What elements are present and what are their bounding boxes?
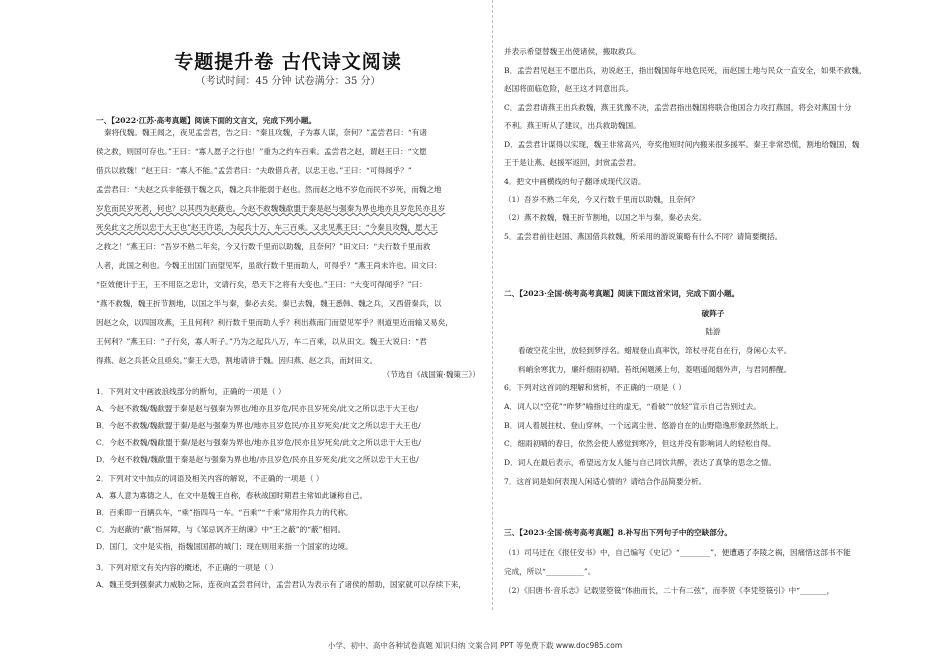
passage-line: “臣效便计于王，王不用臣之忠计，文请行矣，恐天下之将有大变也。”王曰：“大变可得闻乎？”曰： bbox=[96, 280, 427, 289]
poem-line: 看破空花尘世，放轻到梦浮名。蜡屐登山真率饮，筇杖寻花自在行，身闲心太平。 bbox=[518, 346, 792, 355]
passage-source: （节选自《战国策·魏策三》） bbox=[382, 370, 480, 379]
option-b: B．词人着展拄杖、登山穿林，一个远离尘世、悠游自在的山野隐逸形象跃然纸上。 bbox=[504, 421, 783, 430]
fill-item: （2）《旧唐书·音乐志》记载竖箜篌“体曲而长，二十有二弦”，而李贺《李凭箜篌引》中“_______， bbox=[504, 586, 835, 595]
poem-line: 料峭余寒犹力，廉纤细雨初晴。苔纸闲题溪上句，菱唱遥闻烟外声，与君同醉醒。 bbox=[518, 365, 792, 374]
option-b-continued: 赵国将面临危险，赵王这才同意出兵。 bbox=[504, 84, 634, 93]
question-7: 7．这首词是如何表现人闲适心情的？请结合作品简要分析。 bbox=[504, 477, 707, 486]
option-c: C．为赵蔽的“蔽”指屏障，与《邹忌讽齐王纳谏》中“王之蔽”的“蔽”相同。 bbox=[96, 525, 346, 534]
option-c-continued: 不利。燕王听从了建议，出兵救助魏国。 bbox=[504, 121, 641, 130]
option-c: C．孟尝君请燕王出兵救魏，燕王犹豫不决，孟尝君指出魏国将联合他国合力攻打燕国，将会对燕国十分 bbox=[504, 103, 852, 112]
option-a: A．今赵不救魏/魏歃盟于秦是赵与强秦为界也/地亦且岁危/民亦且岁死矣/此文之所以忠于大王也/ bbox=[96, 404, 419, 413]
passage-line: 王何利？”燕王曰：“子行矣，寡人听子。”乃为之起兵八万，车二百乘，以从田文。魏王大说曰：“君 bbox=[96, 337, 427, 346]
question-4: 4．把文中画横线的句子翻译成现代汉语。 bbox=[504, 177, 646, 186]
poem-title: 破阵子 bbox=[701, 309, 725, 318]
option-d: D．今赵不救魏/魏歃盟于秦是赵与强秦为界也地/亦且岁危/民亦且岁死矣/此文之所以忠于大王也/ bbox=[96, 455, 419, 464]
section-one-heading: 一、【2022·江苏·高考真题】阅读下面的文言文，完成下列小题。 bbox=[96, 116, 317, 125]
page-footer: 小学、初中、高中各种试卷真题 知识归纳 文案合同 PPT 等免费下载 www.doc985.com bbox=[327, 641, 623, 650]
question-4-item: （1）吾岁不熟二年矣，今又行数千里而以助魏，且奈何？ bbox=[504, 195, 699, 204]
option-a: A．词人以“空花”“昨梦”喻指过往的虚无，“看破”“放轻”宣示自己告别过去。 bbox=[504, 402, 761, 411]
option-d: D．词人在最后表示，希望远方友人能与自己同饮共醉，表达了真挚的思念之情。 bbox=[504, 458, 776, 467]
option-d: D．孟尝君计谋得以实现，魏王非常高兴，夸奖他短时间内搬来很多援军。秦王非常恐慌，割地给魏国，魏 bbox=[504, 140, 860, 149]
passage-line: 之救之！”燕王曰：“吾岁不熟二年矣，今又行数千里而以助魏，且奈何？”田文曰：“夫行数千里而救 bbox=[96, 242, 431, 251]
section-two-heading: 二、【2023·全国·统考高考真题】阅读下面这首宋词，完成下面小题。 bbox=[504, 289, 740, 298]
passage-line: 秦将伐魏。魏王闻之，夜见孟尝君，告之曰：“秦且攻魏，子为寡人谋，奈何？”孟尝君曰：“有诸 bbox=[104, 128, 427, 137]
fill-item: （1）司马迁在《报任安书》中，自己编写《史记》“________”，便遭遇了李陵之祸，因痛惜这部书不能 bbox=[504, 548, 851, 557]
passage-line: 得燕、赵之兵甚众且亟矣。”秦王大恐，割地请讲于魏。因归燕、赵之兵，而封田文。 bbox=[96, 356, 378, 365]
question-2: 2．下列对文中加点的词语及相关内容的解说，不正确的一项是（ ） bbox=[96, 474, 324, 483]
question-1: 1．下列对文中画波浪线部分的断句，正确的一项是（ ） bbox=[96, 387, 286, 396]
option-d-continued: 王于是让燕、赵援军返回，封赏孟尝君。 bbox=[504, 158, 641, 167]
passage-line: 孟尝君曰：“夫赵之兵非能强于魏之兵，魏之兵非能弱于赵也。然而赵之地不岁危而民不岁死，而魏之地 bbox=[96, 185, 442, 194]
poem-author: 陆游 bbox=[705, 327, 721, 336]
left-column bbox=[96, 0, 480, 672]
right-column bbox=[504, 0, 922, 672]
page-title: 专题提升卷 古代诗文阅读 bbox=[174, 51, 402, 73]
option-a: A．魏王受到强秦武力威胁之际，连夜向孟尝君问计，孟尝君认为表示有了诸侯的帮助，国家就可以存续下来， bbox=[96, 580, 466, 589]
option-c: C．细雨初晴的春日，依然会使人感觉到寒冷，但这并没有影响词人的轻松自得。 bbox=[504, 439, 776, 448]
option-b: B．孟尝君见赵王不愿出兵，劝说赵王，指出魏国每年地危民死，而赵国土地与民众一直安全，如果不救魏， bbox=[504, 66, 867, 75]
fill-item-continued: 完成，所以“__________”。 bbox=[504, 567, 596, 576]
passage-line: 死矣此文之所以忠于大王也”赵王许诺，为起兵十万、车三百乘。又北见燕王曰：“今秦且攻魏，愿大王 bbox=[96, 223, 438, 232]
passage-line: 借兵以救魏！”赵王曰：“寡人不能。”孟尝君曰：“夫敢借兵者，以忠王也。”王曰：“可得闻乎？” bbox=[96, 166, 412, 175]
option-a: A．寡人意为寡德之人，在文中是魏王自称，春秋战国时期君主常如此谦称自己。 bbox=[96, 491, 368, 500]
option-d: D．国门，文中是实指，指魏国国都的城门；现在则用来指一个国家的边境。 bbox=[96, 542, 353, 551]
option-c: C．今赵不救魏/魏歃盟于秦/是赵与强秦为界也/地亦且岁危/民亦且岁死矣/此文之所以忠于大王也/ bbox=[96, 438, 421, 447]
passage-line: 人者，此国之利也。今魏王出国门而望见军，虽欲行数千里而助人，可得乎？”燕王尚未许也。田文曰： bbox=[96, 261, 442, 270]
question-6: 6．下列对这首词的理解和赏析，不正确的一项是（ ） bbox=[504, 383, 686, 392]
option-b: B．百乘即一百辆兵车，“乘”指四马一车。“百乘”“千乘”常用作兵力的代称。 bbox=[96, 508, 353, 517]
passage-line: 因赵之众，以四国攻燕，王且何利？利行数千里而助人乎？利出燕南门而望见军乎？则道里近而输又易矣， bbox=[96, 318, 453, 327]
question-4-item: （2）燕不救魏，魏王折节割地，以国之半与秦，秦必去矣。 bbox=[504, 213, 707, 222]
column-divider bbox=[492, 0, 493, 610]
option-a-continued: 并表示希望替魏王出使诸侯，搬取救兵。 bbox=[504, 47, 641, 56]
section-three-heading: 三、【2023·全国·统考高考真题】8.补写出下列句子中的空缺部分。 bbox=[504, 528, 732, 537]
passage-line: “燕不救魏，魏王折节割地，以国之半与秦，秦必去矣。秦已去魏，魏王悉韩、魏之兵，又西借秦兵，以 bbox=[96, 299, 442, 308]
question-5: 5．孟尝君前往赵国、燕国借兵救魏，所采用的游说策略有什么不同？请简要概括。 bbox=[504, 232, 783, 241]
option-b: B．今赵不救魏/魏歃盟于秦/是赵与强秦为界也/地亦且岁危民/亦且岁死矣/此文之所以忠于大王也/ bbox=[96, 421, 421, 430]
passage-line: 岁危而民岁死者，何也？以其西为赵蔽也。今赵不救魏魏歃盟于秦是赵与强秦为界也地亦且岁危民亦且岁 bbox=[96, 204, 446, 213]
passage-line: 侯之救，则国可存也。”王曰：“寡人愿子之行也！”重为之约车百乘。孟尝君之赵，谓赵王曰：“文愿 bbox=[96, 147, 427, 156]
page-subtitle: （考试时间：45 分钟 试卷满分：35 分） bbox=[195, 76, 381, 87]
question-3: 3．下列对原文有关内容的概述，不正确的一项是（ ） bbox=[96, 563, 278, 572]
